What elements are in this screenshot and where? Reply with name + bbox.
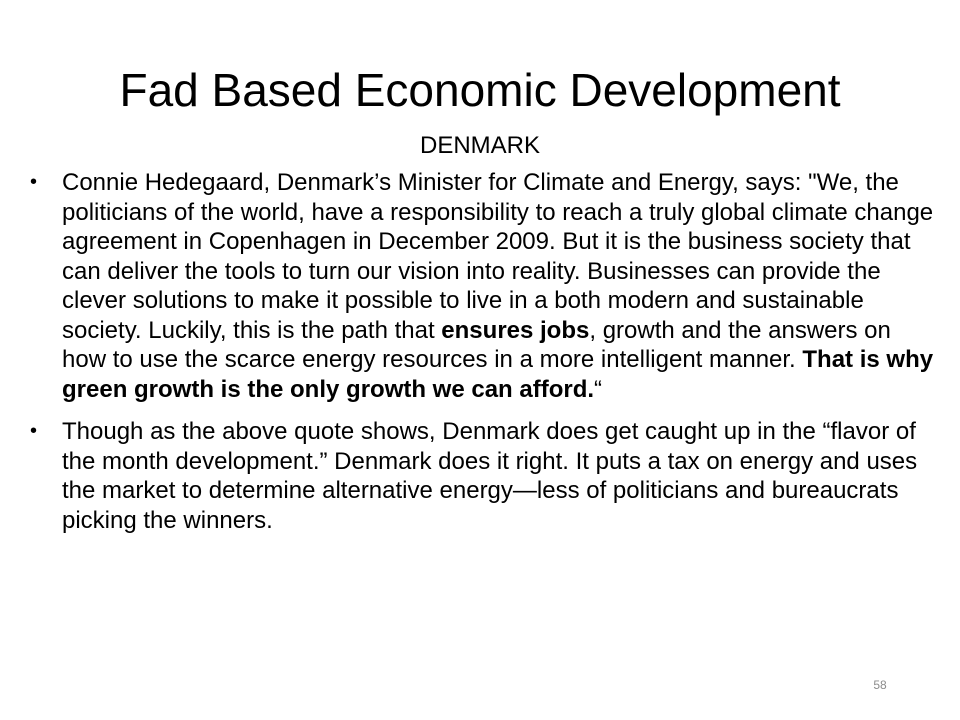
bullet-item-quote — [22, 168, 940, 404]
quote-closing-mark: “ — [594, 375, 603, 403]
slide-subtitle: DENMARK — [419, 132, 540, 159]
quote-bold-ensures-jobs: ensures jobs — [441, 316, 590, 344]
bullet-dot-icon: • — [30, 171, 38, 193]
bullet-text: Though as the above quote shows, Denmark does get caught up in the “flavor of the month development.” Denmark does it right. It puts a tax on energy and uses the market to determine alternative energy—less of politicians and bureaucrats picking the winners. — [62, 418, 918, 534]
bullet-list — [22, 168, 940, 548]
bullet-item-commentary — [22, 417, 940, 535]
quote-bold-green-growth: That is why green growth is the only growth we can afford. — [62, 346, 934, 403]
quote-text-part-2: , growth and the answers on how to use the scarce energy resources in a more intelligent manner. — [62, 316, 891, 373]
bullet-dot-icon: • — [30, 420, 38, 442]
bullet-text — [62, 169, 933, 403]
quote-text-part-1: Connie Hedegaard, Denmark’s Minister for Climate and Energy, says: "We, the politicians of the world, have a responsibility to reach a truly global climate change agreement in Copenhagen in December 2009. But it is the business society that can deliver the tools to turn our vision into reality. Businesses can provide the clever solutions to make it possible to live in a both modern and sustainable society. Luckily, this is the path that — [62, 169, 934, 344]
slide-title: Fad Based Economic Development — [119, 64, 841, 116]
page-number: 58 — [873, 678, 887, 692]
